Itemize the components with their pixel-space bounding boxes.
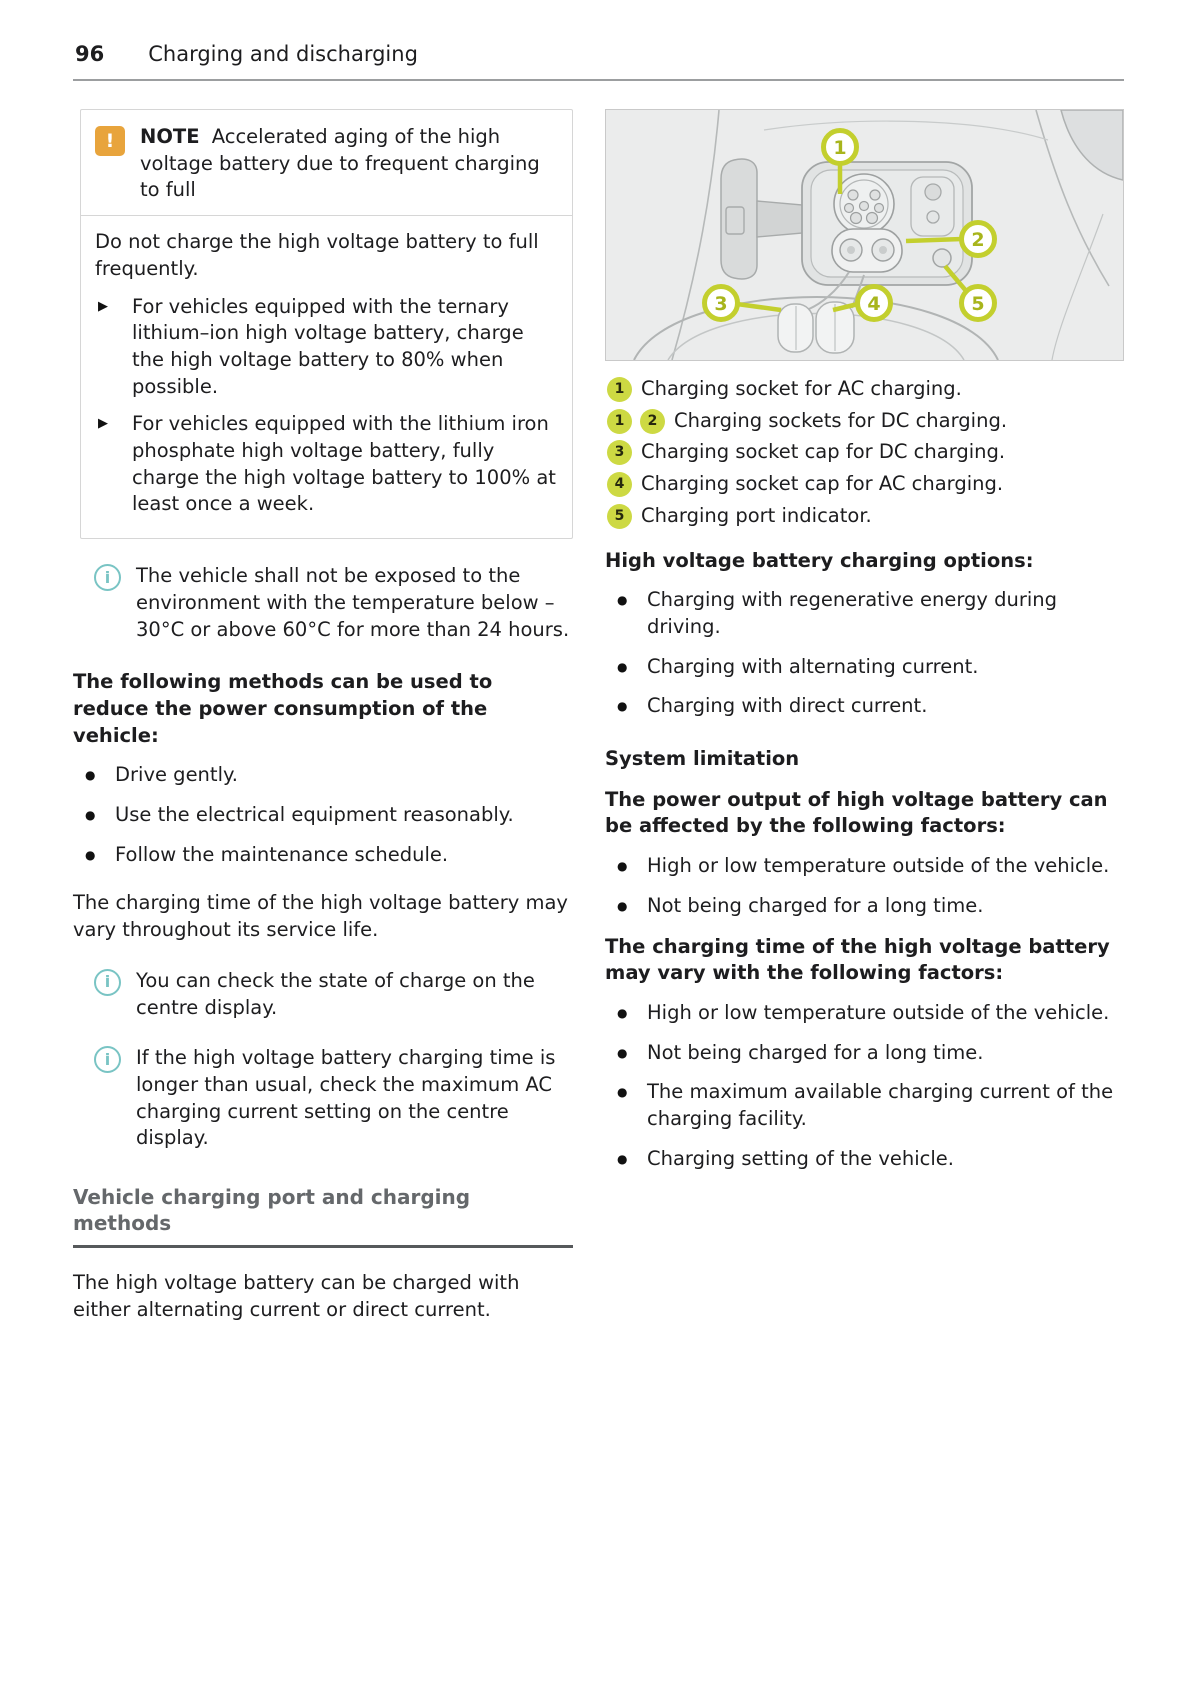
charging-port-drawing	[606, 110, 1123, 360]
callout-number: 4	[867, 293, 881, 315]
info-note	[94, 563, 573, 643]
paragraph-charging-time: The charging time of the high voltage battery may vary throughout its service life.	[73, 891, 568, 942]
dot-bullet-icon: ●	[617, 593, 628, 608]
dot-bullet-icon: ●	[617, 659, 628, 674]
list-item-text: Charging with regenerative energy during driving.	[647, 588, 1058, 638]
list-item-text: The maximum available charging current of the charging facility.	[647, 1080, 1114, 1131]
legend-item	[607, 376, 1124, 403]
list-item	[605, 1040, 1124, 1067]
triangle-bullet-icon: ▶	[98, 416, 108, 432]
callout-5	[962, 287, 995, 320]
list-item	[73, 762, 573, 789]
figure-legend	[605, 376, 1124, 530]
info-note-text: If the high voltage battery charging time is longer than usual, check the maximum AC charging current setting on the centre display.	[136, 1046, 556, 1150]
list-item	[73, 842, 573, 869]
list-item	[73, 802, 573, 829]
legend-item	[607, 408, 1124, 435]
callout-number: 5	[971, 293, 985, 315]
info-icon: i	[94, 969, 121, 996]
heading-charging-time-factors: The charging time of the high voltage battery may vary with the following factors:	[605, 934, 1110, 985]
dot-bullet-icon: ●	[85, 768, 96, 783]
left-column	[73, 109, 573, 1324]
note-bullet	[95, 294, 558, 401]
paragraph-charging-methods: The high voltage battery can be charged with either alternating current or direct current.	[73, 1271, 520, 1321]
legend-text: Charging socket cap for DC charging.	[641, 440, 1006, 464]
list-item-text: High or low temperature outside of the vehicle.	[647, 1000, 1110, 1024]
warning-icon: !	[95, 126, 125, 156]
info-note-text: You can check the state of charge on the centre display.	[136, 968, 535, 1019]
column-gap	[573, 109, 605, 1324]
note-header	[81, 110, 572, 215]
callout-2	[962, 223, 995, 256]
list-item	[605, 853, 1124, 880]
note-bullet	[95, 411, 558, 518]
triangle-bullet-icon: ▶	[98, 298, 108, 314]
callout-number: 3	[714, 293, 728, 315]
content-columns	[73, 109, 1124, 1324]
callout-number: 1	[833, 137, 847, 159]
info-note-text: The vehicle shall not be exposed to the environment with the temperature below –30°C or above 60°C for more than 24 hours.	[136, 564, 570, 641]
list-item-text: Follow the maintenance schedule.	[115, 842, 449, 866]
page-title: Charging and discharging	[148, 42, 418, 66]
legend-badge-4: 4	[607, 472, 632, 497]
dot-bullet-icon: ●	[617, 1045, 628, 1060]
legend-badge-5: 5	[607, 504, 632, 529]
list-item-text: Use the electrical equipment reasonably.	[115, 803, 514, 827]
legend-badge-1: 1	[607, 409, 632, 434]
dot-bullet-icon: ●	[617, 1151, 628, 1166]
list-item-text: Charging setting of the vehicle.	[647, 1146, 954, 1170]
list-item-text: Charging with alternating current.	[647, 654, 979, 678]
legend-item	[607, 471, 1124, 498]
legend-text: Charging sockets for DC charging.	[674, 408, 1008, 432]
dot-bullet-icon: ●	[617, 898, 628, 913]
list-item	[605, 587, 1124, 640]
page-number: 96	[75, 42, 105, 66]
info-note	[94, 968, 573, 1021]
info-icon: i	[94, 1046, 121, 1073]
legend-text: Charging socket cap for AC charging.	[641, 472, 1004, 496]
note-intro: Do not charge the high voltage battery to full frequently.	[95, 230, 539, 280]
callout-number: 2	[971, 229, 985, 251]
callout-3	[705, 287, 738, 320]
callout-1	[824, 131, 857, 164]
list-item	[605, 893, 1124, 920]
dot-bullet-icon: ●	[85, 808, 96, 823]
list-item-text: Not being charged for a long time.	[647, 1040, 984, 1064]
legend-item	[607, 503, 1124, 530]
note-box	[80, 109, 573, 539]
list-item-text: Not being charged for a long time.	[647, 893, 984, 917]
dot-bullet-icon: ●	[617, 1005, 628, 1020]
list-item	[605, 1146, 1124, 1173]
heading-system-limitation: System limitation	[605, 747, 800, 771]
info-note	[94, 1045, 573, 1152]
legend-badge-1: 1	[607, 377, 632, 402]
page-header	[73, 0, 1124, 81]
heading-power-output: The power output of high voltage battery can be affected by the following factors:	[605, 787, 1108, 838]
list-item	[605, 1079, 1124, 1132]
heading-charging-options: High voltage battery charging options:	[605, 548, 1034, 572]
note-title	[140, 124, 558, 204]
dot-bullet-icon: ●	[85, 847, 96, 862]
info-icon: i	[94, 564, 121, 591]
list-item	[605, 654, 1124, 681]
dot-bullet-icon: ●	[617, 859, 628, 874]
dot-bullet-icon: ●	[617, 1085, 628, 1100]
legend-text: Charging socket for AC charging.	[641, 377, 962, 400]
legend-badge-2: 2	[640, 409, 665, 434]
note-bullet-text: For vehicles equipped with the ternary lithium–ion high voltage battery, charge the high voltage battery to 80% when possible.	[132, 294, 524, 398]
legend-item	[607, 439, 1124, 466]
legend-badge-3: 3	[607, 440, 632, 465]
dot-bullet-icon: ●	[617, 699, 628, 714]
list-item-text: Drive gently.	[115, 763, 238, 787]
list-item-text: High or low temperature outside of the vehicle.	[647, 854, 1110, 878]
list-item-text: Charging with direct current.	[647, 694, 928, 718]
note-label: NOTE	[140, 125, 200, 148]
note-title-text: Accelerated aging of the high voltage battery due to frequent charging to full	[140, 125, 540, 202]
note-bullet-text: For vehicles equipped with the lithium iron phosphate high voltage battery, fully charge the high voltage battery to 100% at least once a week.	[132, 412, 556, 516]
list-item	[605, 693, 1124, 720]
charging-port-illustration	[605, 109, 1124, 361]
heading-power-consumption: The following methods can be used to reduce the power consumption of the vehicle:	[73, 670, 493, 747]
section-heading-charging-port: Vehicle charging port and charging methods	[73, 1184, 573, 1248]
list-item	[605, 1000, 1124, 1027]
legend-text: Charging port indicator.	[641, 503, 872, 527]
note-body	[81, 216, 572, 538]
right-column	[605, 109, 1124, 1324]
callout-4	[858, 287, 891, 320]
